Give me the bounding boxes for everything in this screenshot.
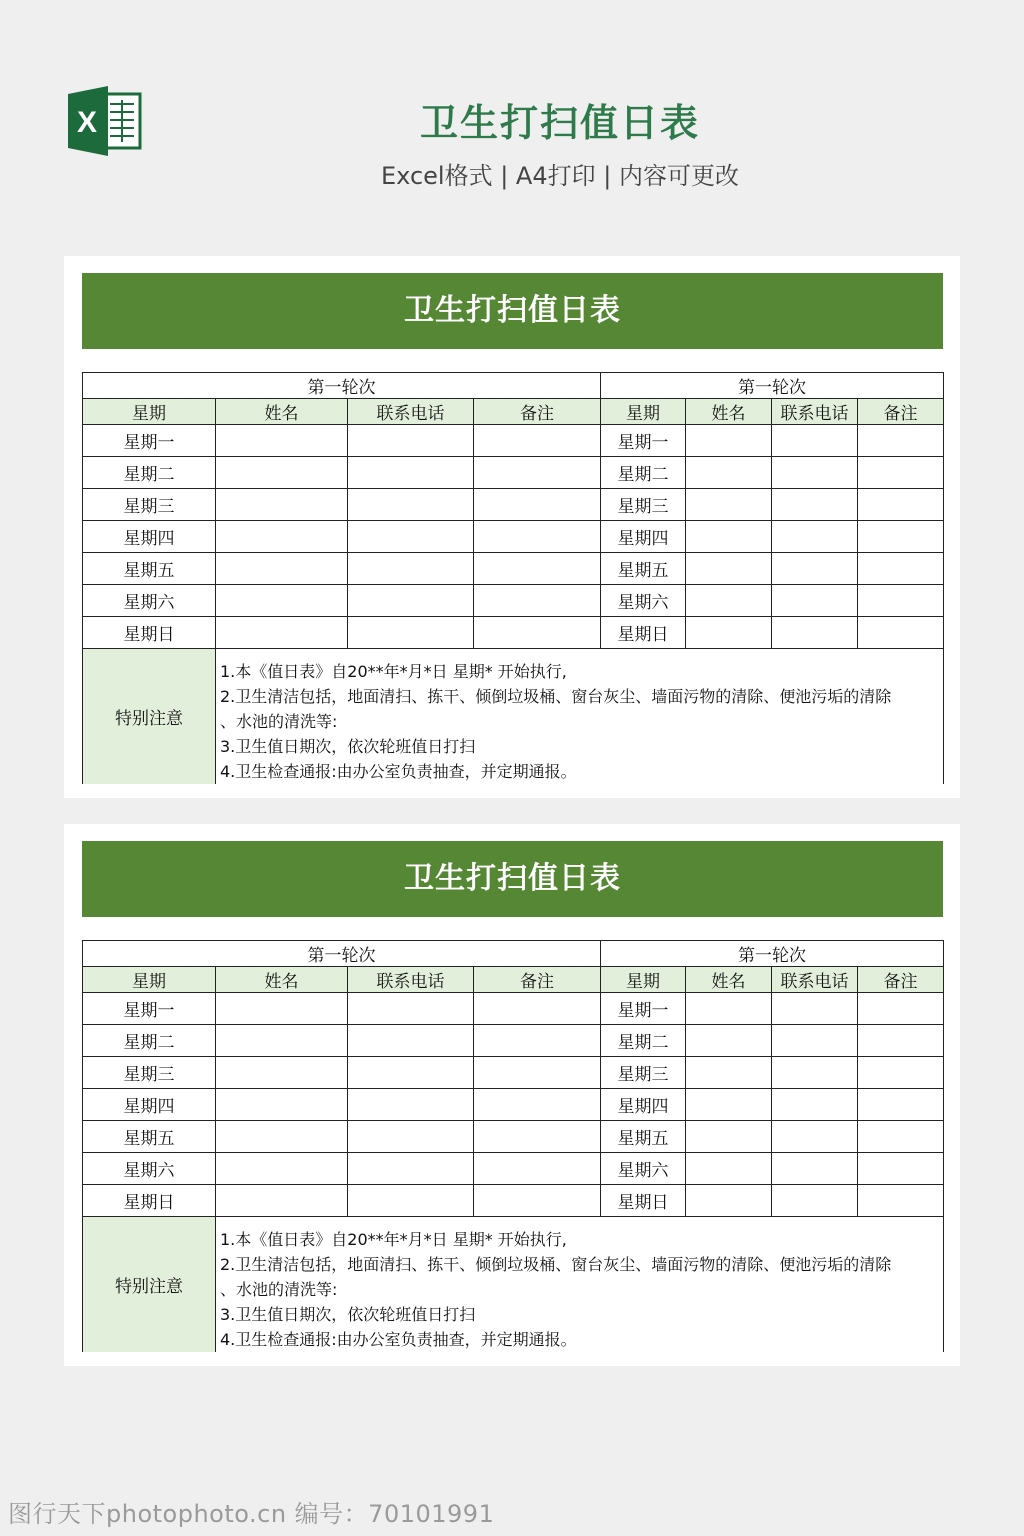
day-cell: 星期日 — [83, 617, 216, 649]
remark-cell[interactable] — [474, 521, 601, 553]
day-cell: 星期一 — [83, 425, 216, 457]
phone-cell[interactable] — [772, 1185, 858, 1217]
remark-cell[interactable] — [474, 1121, 601, 1153]
name-cell[interactable] — [216, 1153, 348, 1185]
column-header: 联系电话 — [772, 399, 858, 425]
remark-cell[interactable] — [474, 617, 601, 649]
table-row — [83, 521, 944, 553]
name-cell[interactable] — [686, 993, 772, 1025]
round-label-left: 第一轮次 — [83, 941, 601, 967]
name-cell[interactable] — [216, 425, 348, 457]
notes-body[interactable] — [216, 649, 944, 785]
excel-icon — [66, 86, 144, 156]
name-cell[interactable] — [686, 585, 772, 617]
name-cell[interactable] — [686, 617, 772, 649]
remark-cell[interactable] — [858, 1089, 944, 1121]
name-cell[interactable] — [686, 1121, 772, 1153]
name-cell[interactable] — [686, 553, 772, 585]
day-cell: 星期四 — [83, 521, 216, 553]
column-header: 姓名 — [686, 399, 772, 425]
table-row — [83, 489, 944, 521]
note-line: 、水池的清洗等: — [220, 1280, 338, 1299]
column-header: 星期 — [601, 399, 686, 425]
table-row — [83, 585, 944, 617]
column-header: 备注 — [474, 399, 601, 425]
remark-cell[interactable] — [474, 489, 601, 521]
remark-cell[interactable] — [474, 553, 601, 585]
day-cell: 星期四 — [601, 1089, 686, 1121]
remark-cell[interactable] — [474, 457, 601, 489]
column-header: 星期 — [83, 399, 216, 425]
phone-cell[interactable] — [772, 425, 858, 457]
day-cell: 星期五 — [83, 553, 216, 585]
column-header: 姓名 — [216, 967, 348, 993]
note-line: 2.卫生清洁包括，地面清扫、拣干、倾倒垃圾桶、窗台灰尘、墙面污物的清除、便池污垢的清除 — [220, 1255, 892, 1274]
day-cell: 星期三 — [83, 489, 216, 521]
phone-cell[interactable] — [772, 553, 858, 585]
notes-row — [83, 1217, 944, 1353]
column-header-row — [83, 399, 944, 425]
logo-letter: X — [76, 106, 98, 139]
column-header: 联系电话 — [348, 399, 474, 425]
phone-cell[interactable] — [772, 1089, 858, 1121]
phone-cell[interactable] — [772, 489, 858, 521]
table-row — [83, 617, 944, 649]
phone-cell[interactable] — [772, 1153, 858, 1185]
note-line: 4.卫生检查通报:由办公室负责抽查，并定期通报。 — [220, 1330, 577, 1349]
day-cell: 星期三 — [601, 489, 686, 521]
phone-cell[interactable] — [348, 553, 474, 585]
note-line: 4.卫生检查通报:由办公室负责抽查，并定期通报。 — [220, 762, 577, 781]
phone-cell[interactable] — [772, 1025, 858, 1057]
name-cell[interactable] — [216, 521, 348, 553]
day-cell: 星期三 — [83, 1057, 216, 1089]
remark-cell[interactable] — [858, 521, 944, 553]
round-label-right: 第一轮次 — [601, 941, 944, 967]
phone-cell[interactable] — [772, 1121, 858, 1153]
duty-sheet-card — [64, 256, 960, 798]
phone-cell[interactable] — [348, 1121, 474, 1153]
phone-cell[interactable] — [348, 1025, 474, 1057]
table-row — [83, 993, 944, 1025]
day-cell: 星期二 — [601, 457, 686, 489]
remark-cell[interactable] — [474, 993, 601, 1025]
phone-cell[interactable] — [772, 521, 858, 553]
column-header: 备注 — [858, 967, 944, 993]
remark-cell[interactable] — [474, 1025, 601, 1057]
day-cell: 星期六 — [83, 1153, 216, 1185]
remark-cell[interactable] — [474, 1057, 601, 1089]
table-row — [83, 1121, 944, 1153]
remark-cell[interactable] — [474, 1089, 601, 1121]
day-cell: 星期四 — [601, 521, 686, 553]
remark-cell[interactable] — [858, 457, 944, 489]
name-cell[interactable] — [216, 489, 348, 521]
name-cell[interactable] — [686, 1153, 772, 1185]
round-label-left: 第一轮次 — [83, 373, 601, 399]
phone-cell[interactable] — [348, 1089, 474, 1121]
remark-cell[interactable] — [474, 585, 601, 617]
column-header: 星期 — [601, 967, 686, 993]
remark-cell[interactable] — [858, 1121, 944, 1153]
round-header-row — [83, 373, 944, 399]
phone-cell[interactable] — [348, 425, 474, 457]
remark-cell[interactable] — [858, 1153, 944, 1185]
remark-cell[interactable] — [858, 993, 944, 1025]
day-cell: 星期日 — [601, 617, 686, 649]
name-cell[interactable] — [216, 457, 348, 489]
day-cell: 星期二 — [83, 457, 216, 489]
remark-cell[interactable] — [858, 617, 944, 649]
remark-cell[interactable] — [858, 553, 944, 585]
round-label-right: 第一轮次 — [601, 373, 944, 399]
phone-cell[interactable] — [348, 585, 474, 617]
column-header: 姓名 — [216, 399, 348, 425]
phone-cell[interactable] — [348, 993, 474, 1025]
phone-cell[interactable] — [348, 521, 474, 553]
remark-cell[interactable] — [858, 1185, 944, 1217]
note-line: 2.卫生清洁包括，地面清扫、拣干、倾倒垃圾桶、窗台灰尘、墙面污物的清除、便池污垢的清除 — [220, 687, 892, 706]
phone-cell[interactable] — [348, 1185, 474, 1217]
name-cell[interactable] — [216, 1025, 348, 1057]
name-cell[interactable] — [686, 1057, 772, 1089]
phone-cell[interactable] — [348, 489, 474, 521]
phone-cell[interactable] — [348, 457, 474, 489]
duty-sheet-card — [64, 824, 960, 1366]
duty-table — [82, 372, 944, 784]
table-row — [83, 1057, 944, 1089]
table-row — [83, 1025, 944, 1057]
column-header: 联系电话 — [348, 967, 474, 993]
notes-row — [83, 649, 944, 785]
remark-cell[interactable] — [858, 585, 944, 617]
table-row — [83, 1185, 944, 1217]
remark-cell[interactable] — [858, 1025, 944, 1057]
note-line: 3.卫生值日期次，依次轮班值日打扫 — [220, 737, 476, 756]
name-cell[interactable] — [216, 1121, 348, 1153]
phone-cell[interactable] — [772, 585, 858, 617]
name-cell[interactable] — [686, 1089, 772, 1121]
column-header: 备注 — [858, 399, 944, 425]
page-subtitle: Excel格式 | A4打印 | 内容可更改 — [381, 162, 739, 190]
name-cell[interactable] — [686, 521, 772, 553]
remark-cell[interactable] — [858, 1057, 944, 1089]
phone-cell[interactable] — [772, 993, 858, 1025]
day-cell: 星期二 — [83, 1025, 216, 1057]
table-row — [83, 1089, 944, 1121]
day-cell: 星期三 — [601, 1057, 686, 1089]
note-line: 3.卫生值日期次，依次轮班值日打扫 — [220, 1305, 476, 1324]
note-line: 、水池的清洗等: — [220, 712, 338, 731]
remark-cell[interactable] — [858, 489, 944, 521]
day-cell: 星期六 — [83, 585, 216, 617]
name-cell[interactable] — [686, 425, 772, 457]
day-cell: 星期五 — [83, 1121, 216, 1153]
round-header-row — [83, 941, 944, 967]
name-cell[interactable] — [216, 553, 348, 585]
name-cell[interactable] — [686, 1025, 772, 1057]
sheet-banner: 卫生打扫值日表 — [82, 841, 943, 917]
name-cell[interactable] — [216, 617, 348, 649]
page-title: 卫生打扫值日表 — [419, 101, 700, 145]
remark-cell[interactable] — [474, 1153, 601, 1185]
day-cell: 星期六 — [601, 1153, 686, 1185]
remark-cell[interactable] — [474, 1185, 601, 1217]
column-header: 联系电话 — [772, 967, 858, 993]
table-row — [83, 425, 944, 457]
day-cell: 星期四 — [83, 1089, 216, 1121]
name-cell[interactable] — [216, 1057, 348, 1089]
table-row — [83, 457, 944, 489]
notes-body[interactable] — [216, 1217, 944, 1353]
name-cell[interactable] — [216, 1089, 348, 1121]
day-cell: 星期一 — [601, 425, 686, 457]
notes-label: 特别注意 — [83, 1217, 216, 1353]
table-row — [83, 553, 944, 585]
day-cell: 星期一 — [601, 993, 686, 1025]
name-cell[interactable] — [686, 489, 772, 521]
day-cell: 星期六 — [601, 585, 686, 617]
phone-cell[interactable] — [348, 617, 474, 649]
day-cell: 星期一 — [83, 993, 216, 1025]
remark-cell[interactable] — [858, 425, 944, 457]
phone-cell[interactable] — [348, 1057, 474, 1089]
name-cell[interactable] — [216, 1185, 348, 1217]
note-line: 1.本《值日表》自20**年*月*日 星期* 开始执行, — [220, 662, 567, 681]
column-header: 备注 — [474, 967, 601, 993]
name-cell[interactable] — [686, 457, 772, 489]
sheet-banner: 卫生打扫值日表 — [82, 273, 943, 349]
column-header: 星期 — [83, 967, 216, 993]
day-cell: 星期五 — [601, 1121, 686, 1153]
duty-table — [82, 940, 944, 1352]
watermark: 图行天下photophoto.cn 编号：70101991 — [8, 1500, 495, 1528]
remark-cell[interactable] — [474, 425, 601, 457]
day-cell: 星期二 — [601, 1025, 686, 1057]
name-cell[interactable] — [216, 585, 348, 617]
day-cell: 星期日 — [83, 1185, 216, 1217]
notes-label: 特别注意 — [83, 649, 216, 785]
phone-cell[interactable] — [772, 617, 858, 649]
column-header-row — [83, 967, 944, 993]
day-cell: 星期日 — [601, 1185, 686, 1217]
phone-cell[interactable] — [772, 457, 858, 489]
note-line: 1.本《值日表》自20**年*月*日 星期* 开始执行, — [220, 1230, 567, 1249]
column-header: 姓名 — [686, 967, 772, 993]
day-cell: 星期五 — [601, 553, 686, 585]
phone-cell[interactable] — [772, 1057, 858, 1089]
phone-cell[interactable] — [348, 1153, 474, 1185]
page-header — [0, 0, 1024, 240]
table-row — [83, 1153, 944, 1185]
name-cell[interactable] — [686, 1185, 772, 1217]
name-cell[interactable] — [216, 993, 348, 1025]
